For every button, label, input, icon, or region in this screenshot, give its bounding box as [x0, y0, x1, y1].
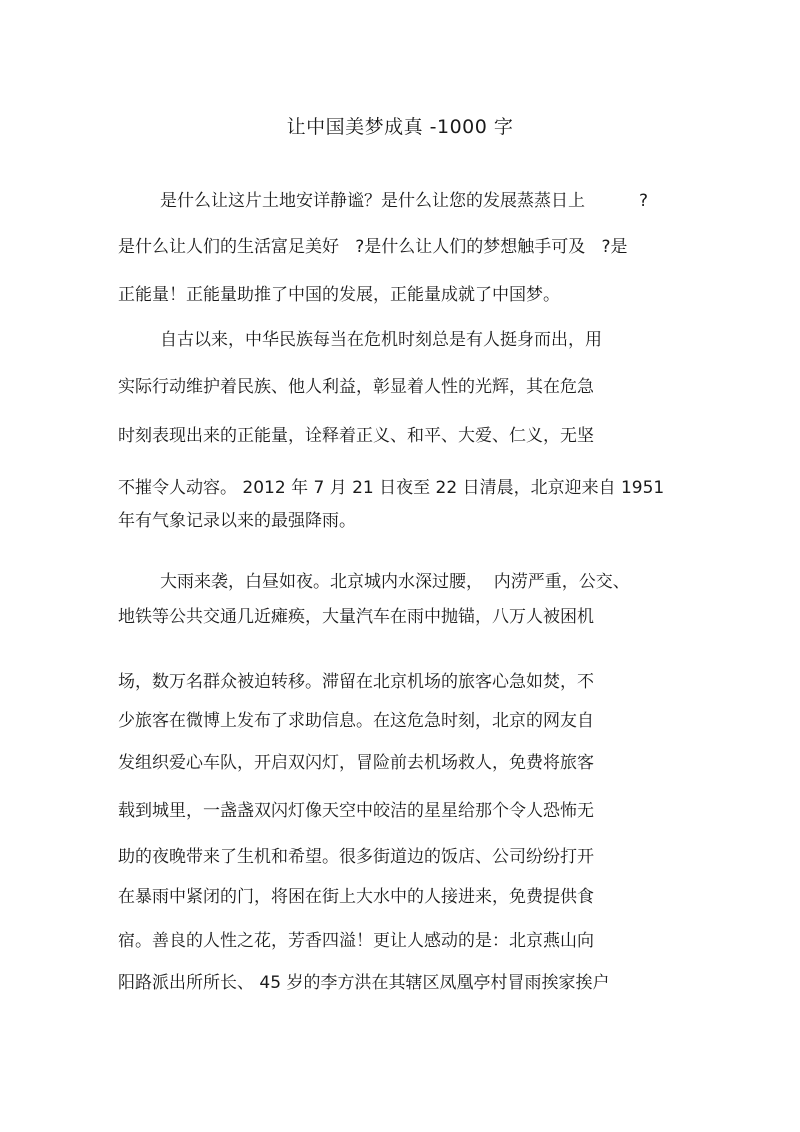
text-line: 载到城里，一盏盏双闪灯像天空中皎洁的星星给那个令人恐怖无 — [118, 801, 594, 821]
text-line: 年有气象记录以来的最强降雨。 — [118, 511, 356, 531]
text-line: 是什么让人们的生活富足美好 ?是什么让人们的梦想触手可及 ?是 — [118, 237, 628, 257]
text-line: 在暴雨中紧闭的门，将困在街上大水中的人接进来，免费提供食 — [118, 887, 594, 907]
document-title: 让中国美梦成真 -1000 字 — [286, 116, 514, 138]
text-line: 地铁等公共交通几近瘫痪，大量汽车在雨中抛锚，八万人被困机 — [118, 607, 594, 627]
text-line: 不摧令人动容。 2012 年 7 月 21 日夜至 22 日清晨，北京迎来自 1951 — [118, 478, 665, 498]
text-line: 发组织爱心车队，开启双闪灯，冒险前去机场救人，免费将旅客 — [118, 753, 594, 773]
text-line: 正能量！正能量助推了中国的发展，正能量成就了中国梦。 — [118, 285, 560, 305]
text-line: 宿。善良的人性之花，芳香四溢！更让人感动的是：北京燕山向 — [118, 931, 594, 951]
text-line: 大雨来袭，白昼如夜。北京城内水深过腰， 内涝严重，公交、 — [160, 572, 630, 592]
text-line: 助的夜晚带来了生机和希望。很多街道边的饭店、公司纷纷打开 — [118, 847, 594, 867]
text-line: 场，数万名群众被迫转移。滞留在北京机场的旅客心急如焚，不 — [118, 672, 594, 692]
text-line: 是什么让这片土地安详静谧？是什么让您的发展蒸蒸日上 ? — [160, 191, 649, 211]
text-line: 少旅客在微博上发布了求助信息。在这危急时刻，北京的网友自 — [118, 711, 594, 731]
text-line: 时刻表现出来的正能量，诠释着正义、和平、大爱、仁义，无坚 — [118, 426, 594, 446]
text-line: 实际行动维护着民族、他人利益，彰显着人性的光辉，其在危急 — [118, 377, 594, 397]
text-line: 阳路派出所所长、 45 岁的李方洪在其辖区凤凰亭村冒雨挨家挨户 — [118, 973, 610, 993]
text-line: 自古以来，中华民族每当在危机时刻总是有人挺身而出，用 — [160, 330, 602, 350]
